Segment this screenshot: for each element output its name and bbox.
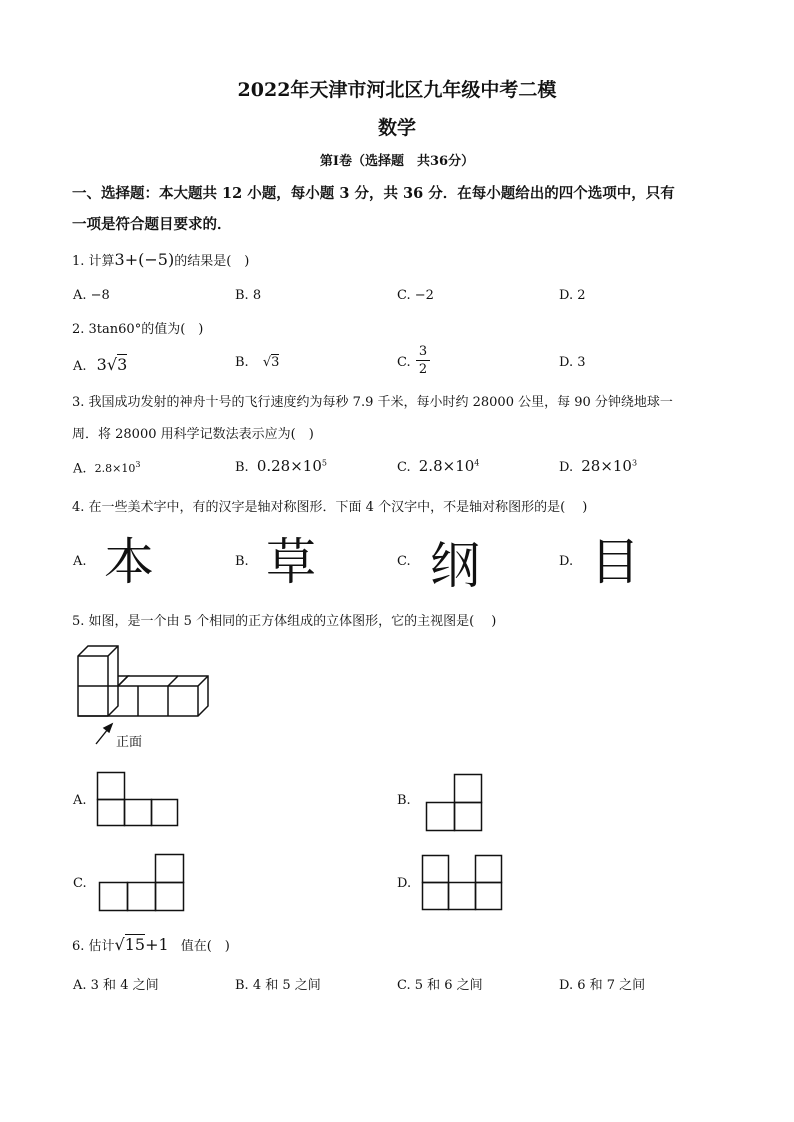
sqrt-symbol: √ <box>114 935 125 954</box>
q5-option-d-view[interactable] <box>422 855 503 911</box>
question-4: 4. 在一些美术字中，有的汉字是轴对称图形．下面 4 个汉字中，不是轴对称图形的是( ) <box>72 500 588 515</box>
q1-option-b[interactable]: B. 8 <box>235 288 262 303</box>
q3-label-b: B. <box>235 460 249 475</box>
cube-edges-bottom <box>78 676 208 716</box>
q6-option-c[interactable]: C. 5 和 6 之间 <box>397 978 483 993</box>
q1-option-a[interactable]: A. −8 <box>73 288 110 303</box>
q4-char-b: 草 <box>266 533 316 591</box>
page-title: 2022年天津市河北区九年级中考二模 <box>237 79 557 101</box>
question-3-line1: 3. 我国成功发射的神舟十号的飞行速度约为每秒 7.9 千米，每小时约 28000 公里，每 90 分钟绕地球一 <box>72 395 673 410</box>
q2-option-a[interactable] <box>73 355 127 374</box>
q3-d-exp: 3 <box>631 458 638 468</box>
q4-label-b[interactable]: B. <box>235 554 249 569</box>
q2-option-c-label[interactable]: C. <box>397 355 411 370</box>
front-view-label: 正面 <box>116 735 143 750</box>
question-3-line2: 周．将 28000 用科学记数法表示应为( ) <box>72 427 314 442</box>
q3-a-base: 2.8×10 <box>94 462 136 476</box>
front-arrow-head <box>104 724 112 732</box>
fraction-denominator: 2 <box>418 362 428 377</box>
q5-option-a-view[interactable] <box>97 772 179 828</box>
q1-prefix: 1. 计算 <box>72 254 115 269</box>
q4-char-c: 纲 <box>430 537 480 595</box>
section-instruction-line2: 一项是符合题目要求的． <box>72 216 232 233</box>
q2-option-b[interactable] <box>235 355 279 370</box>
q3-b-base: 0.28×10 <box>256 457 322 475</box>
q3-label-d: D. <box>559 460 574 475</box>
q3-c-base: 2.8×10 <box>418 457 475 475</box>
section-instruction-line1: 一、选择题：本大题共 12 小题，每小题 3 分，共 36 分．在每小题给出的四个选项中，只有 <box>72 185 675 202</box>
q6-option-d[interactable]: D. 6 和 7 之间 <box>559 978 646 993</box>
q3-label-a: A. <box>73 461 87 477</box>
q4-label-c[interactable]: C. <box>397 554 411 569</box>
question-5: 5. 如图，是一个由 5 个相同的正方体组成的立体图形，它的主视图是( ) <box>72 614 497 629</box>
q3-option-b[interactable] <box>235 457 327 475</box>
q5-option-c-view[interactable] <box>99 854 185 912</box>
q5-label-c[interactable]: C. <box>73 876 87 891</box>
q3-c-exp: 4 <box>474 458 480 468</box>
q4-char-a: 本 <box>104 533 154 591</box>
subject-title: 数学 <box>377 117 416 139</box>
q2-label-a: A. <box>73 359 87 374</box>
q2-b-radicand: 3 <box>271 355 280 370</box>
q4-char-d: 目 <box>590 533 640 591</box>
q6-radicand: 15 <box>124 935 146 954</box>
volume-title: 第Ⅰ卷（选择题 共36分） <box>319 154 475 169</box>
q3-b-exp: 5 <box>321 458 327 468</box>
q4-label-a[interactable]: A. <box>73 554 87 569</box>
question-2: 2. 3tan60°的值为( ) <box>72 322 204 337</box>
q3-option-c[interactable] <box>397 457 479 475</box>
q5-label-b[interactable]: B. <box>397 793 411 808</box>
q1-option-c[interactable]: C. −2 <box>397 288 434 303</box>
q2-option-c-fraction <box>416 344 430 379</box>
q6-option-b[interactable]: B. 4 和 5 之间 <box>235 978 321 993</box>
q2-label-b: B. <box>235 355 249 370</box>
q4-label-d[interactable]: D. <box>559 554 574 569</box>
q6-option-a[interactable]: A. 3 和 4 之间 <box>73 978 159 993</box>
q1-suffix: 的结果是( ) <box>174 254 250 269</box>
q5-option-b-view[interactable] <box>426 774 483 832</box>
cube-edges-top <box>78 646 118 686</box>
q5-label-a[interactable]: A. <box>73 793 87 808</box>
q1-option-d[interactable]: D. 2 <box>559 288 586 303</box>
q2-a-radicand: 3 <box>117 355 128 374</box>
q6-suffix: 值在( ) <box>180 939 230 954</box>
q3-d-base: 28×10 <box>581 457 632 475</box>
q3-a-exp: 3 <box>135 460 141 469</box>
sqrt-symbol: √ <box>106 355 118 374</box>
question-1 <box>72 250 249 269</box>
sqrt-symbol: √ <box>262 355 272 370</box>
q2-a-coef: 3 <box>96 355 107 374</box>
q5-label-d[interactable]: D. <box>397 876 412 891</box>
fraction-numerator: 3 <box>416 344 430 361</box>
q6-prefix: 6. 估计 <box>72 939 115 954</box>
q1-expression: 3+(−5) <box>114 250 175 269</box>
q6-plus-one: +1 <box>145 935 169 954</box>
q3-option-d[interactable] <box>559 457 637 475</box>
cube-edges-mid <box>78 686 168 716</box>
q3-option-a[interactable] <box>73 460 140 476</box>
cube-edges-right <box>168 676 208 716</box>
q2-option-d[interactable]: D. 3 <box>559 355 586 370</box>
question-6 <box>72 935 230 954</box>
q3-label-c: C. <box>397 460 411 475</box>
